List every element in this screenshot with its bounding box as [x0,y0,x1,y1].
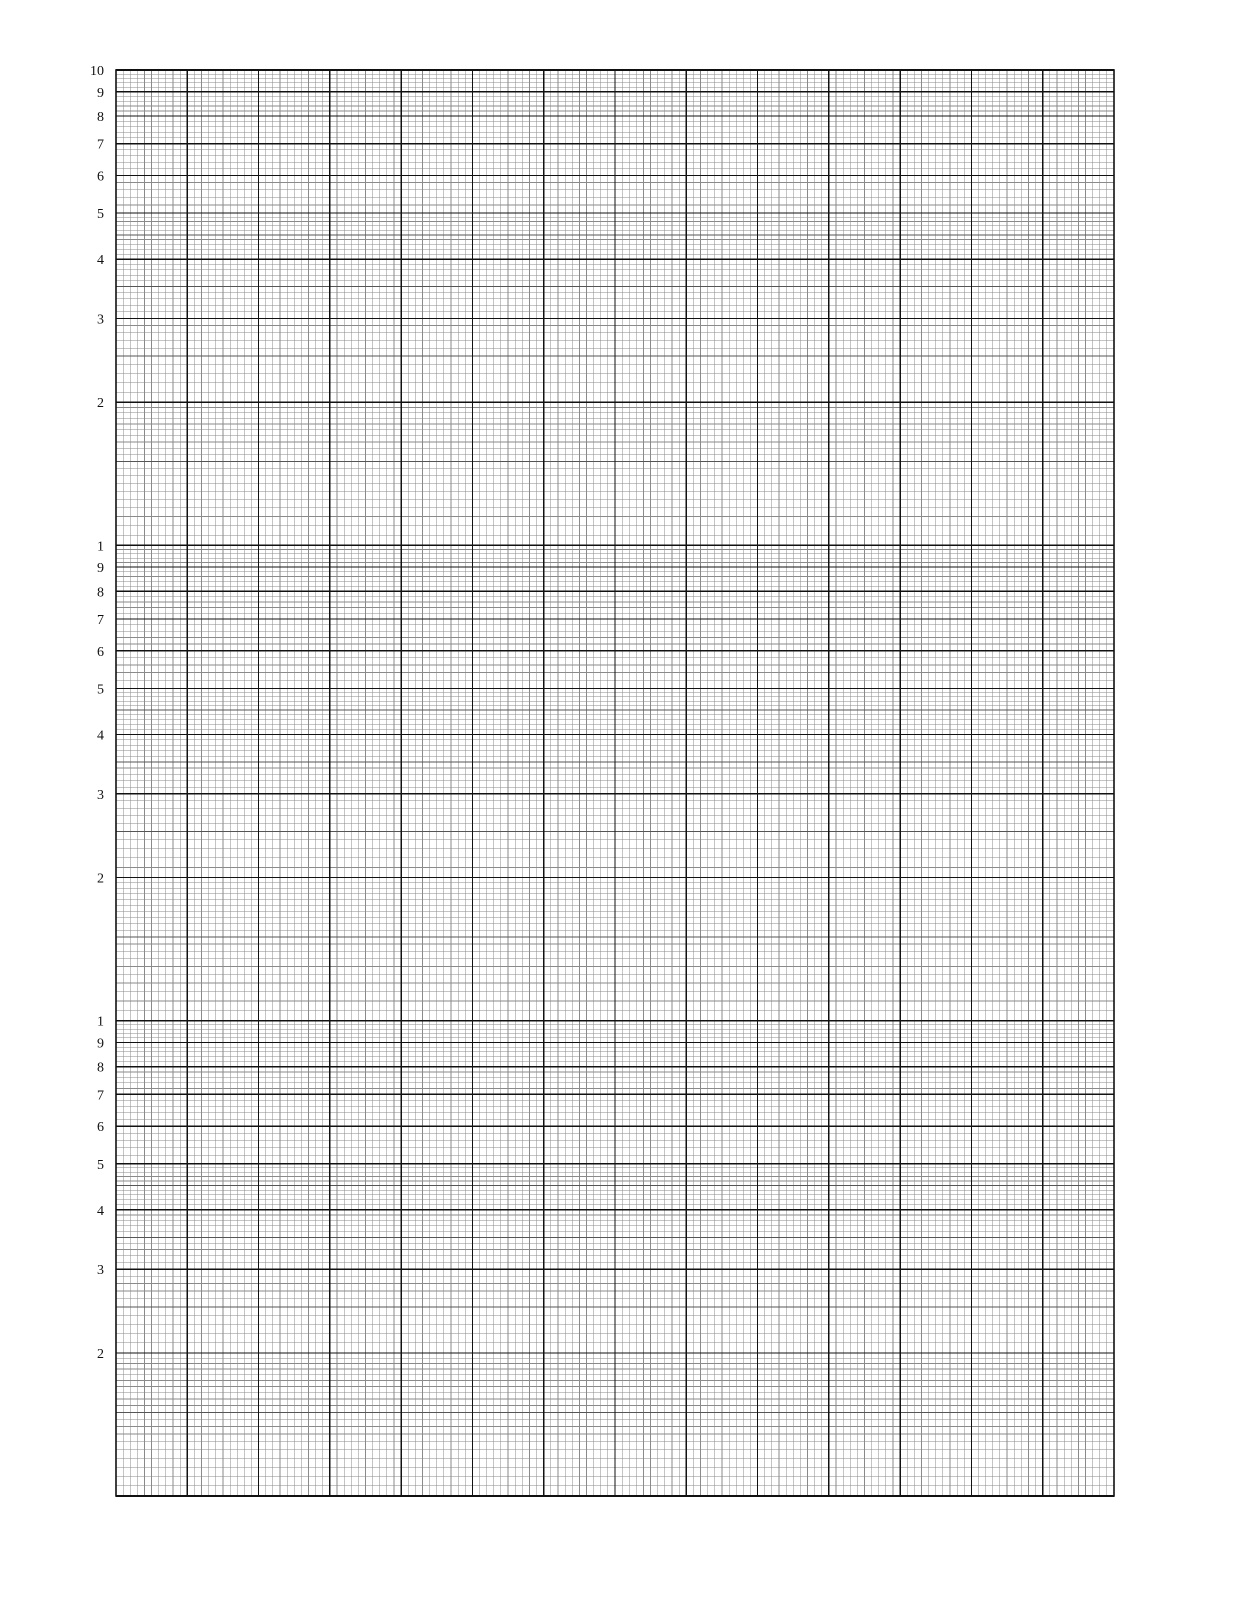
y-tick-label: 8 [97,1060,104,1076]
y-tick-label: 6 [97,169,104,185]
y-tick-label: 6 [97,644,104,660]
y-tick-label: 3 [97,787,104,803]
y-tick-label: 7 [97,137,104,153]
y-tick-label: 5 [97,1157,104,1173]
y-tick-label: 3 [97,312,104,328]
y-tick-label: 10 [90,64,104,79]
y-tick-label: 5 [97,207,104,223]
y-tick-label: 9 [97,1036,104,1052]
y-tick-label: 1 [97,539,104,555]
y-tick-label: 2 [97,396,104,412]
y-tick-label: 2 [97,1346,104,1362]
y-tick-label: 3 [97,1263,104,1279]
y-tick-label: 4 [97,1203,104,1219]
y-tick-label: 4 [97,253,104,269]
y-tick-label: 9 [97,85,104,101]
y-tick-label: 2 [97,871,104,887]
y-tick-label: 4 [97,728,104,744]
y-tick-label: 8 [97,585,104,601]
y-tick-label: 8 [97,110,104,126]
y-tick-label: 7 [97,1088,104,1104]
y-tick-label: 9 [97,561,104,577]
y-tick-label: 7 [97,612,104,628]
y-tick-label: 1 [97,1014,104,1030]
y-tick-label: 6 [97,1120,104,1136]
y-tick-label: 5 [97,682,104,698]
